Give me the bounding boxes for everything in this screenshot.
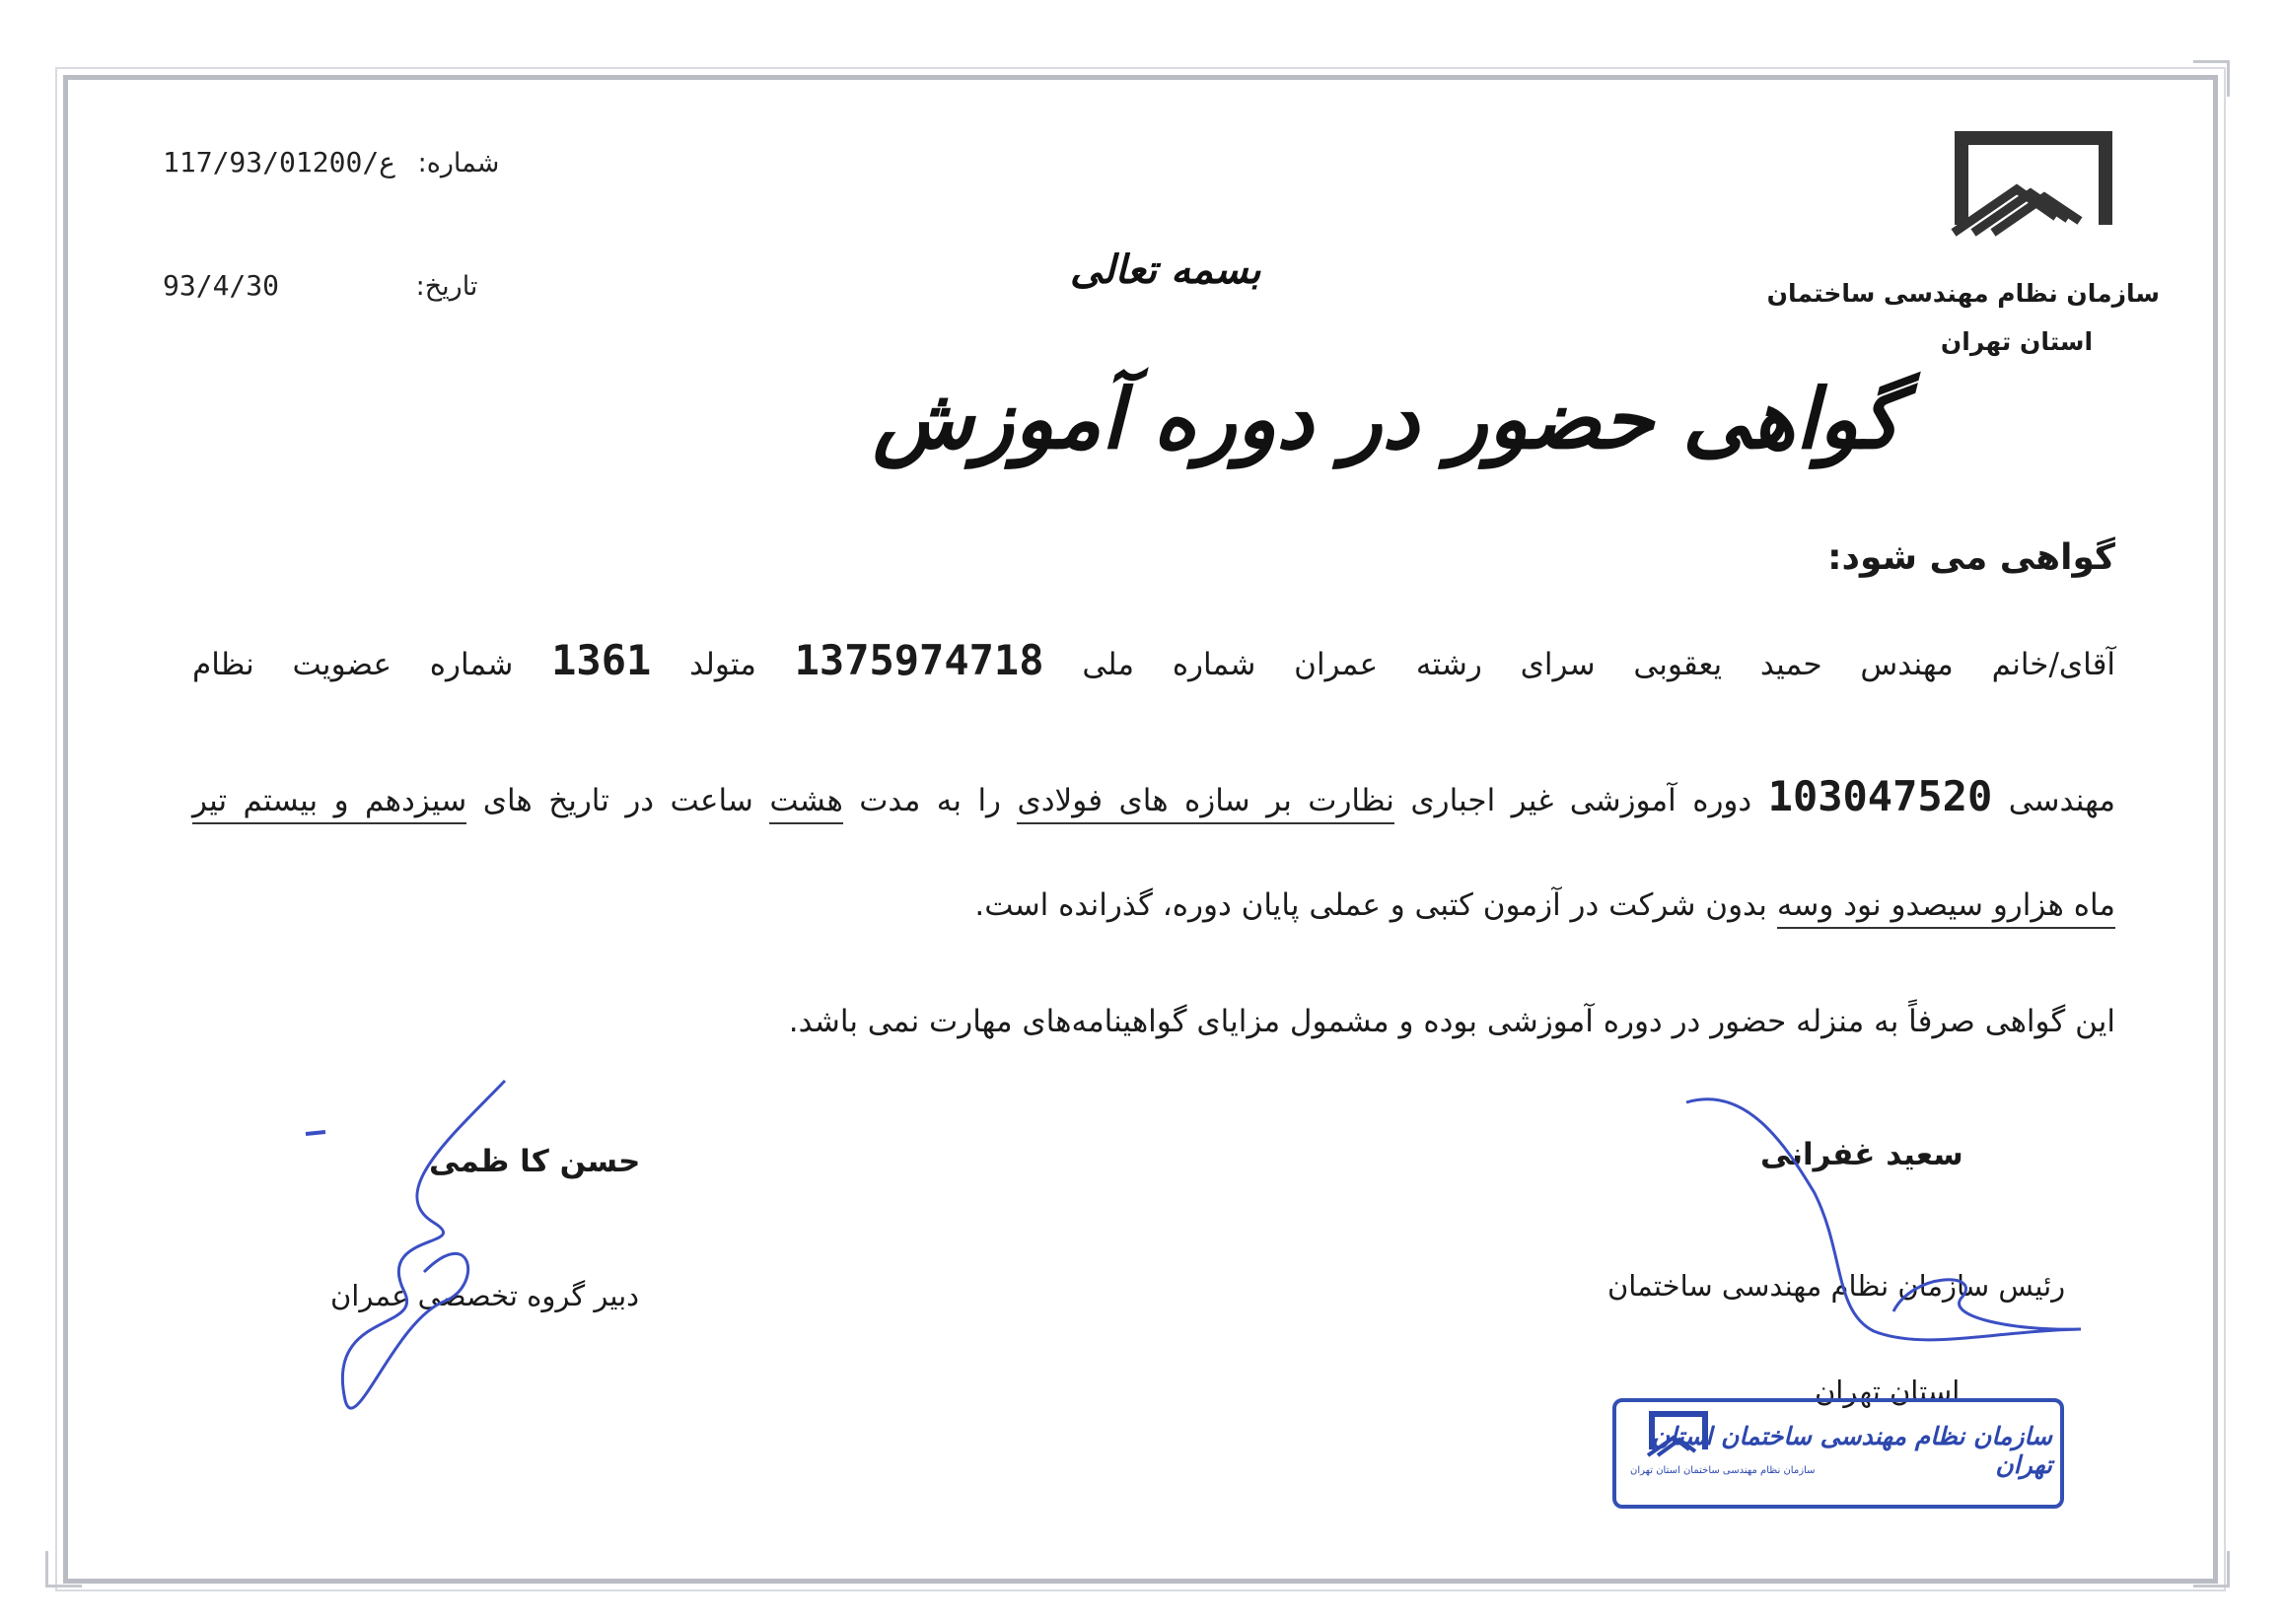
number-line: [163, 146, 499, 178]
paragraph2-part1: مهندسی: [2008, 783, 2116, 818]
stamp-text: سازمان نظام مهندسی ساختمان استان تهران: [1651, 1422, 2052, 1479]
paragraph2-part3: را به مدت: [859, 783, 1002, 818]
paragraph2-part4: ساعت در تاریخ های: [482, 783, 753, 818]
right-signatory-role-line1: رئیس سازمان نظام مهندسی ساختمان: [1607, 1269, 2066, 1303]
frame-corner-top-right: [2193, 60, 2230, 97]
frame-corner-bottom-right: [2193, 1551, 2230, 1588]
right-signatory-role-line2: استان تهران: [1815, 1375, 1961, 1408]
left-signatory-name: حسن کا ظمی: [429, 1144, 641, 1179]
invocation: بسمه تعالی: [1070, 247, 1261, 293]
stamp-small-text: سازمان نظام مهندسی ساختمان استان تهران: [1630, 1465, 1816, 1476]
organization-name: سازمان نظام مهندسی ساختمان: [1766, 279, 2160, 308]
paragraph1-part3: شماره عضویت نظام: [192, 647, 514, 682]
course-month-year: ماه هزارو سیصدو نود وسه: [1777, 887, 2115, 929]
date-label: تاریخ:: [415, 271, 478, 302]
left-signatory-role: دبیر گروه تخصصی عمران: [330, 1279, 640, 1312]
organization-stamp: [1612, 1398, 2064, 1509]
national-id: 1375974718: [794, 636, 1044, 684]
organization-province: استان تهران: [1940, 327, 2094, 356]
paragraph1-part1: آقای/خانم مهندس حمید یعقوبی سرای رشته عمران شماره ملی: [1082, 647, 2116, 682]
number-label: شماره:: [417, 148, 500, 178]
organization-logo: [1948, 130, 2115, 252]
certificate-title: گواهی حضور در دوره آموزش: [873, 370, 1901, 467]
certificate-note: این گواهی صرفاً به منزله حضور در دوره آموزشی بوده و مشمول مزایای گواهینامه‌های مهارت نمی باشد.: [788, 1004, 2115, 1039]
frame-corner-bottom-left: [45, 1551, 82, 1588]
paragraph-line-3: [974, 887, 2115, 923]
right-signatory-name: سعید غفرانی: [1760, 1137, 1963, 1172]
certify-heading: گواهی می شود:: [1827, 537, 2115, 578]
birth-year: 1361: [551, 636, 652, 684]
paragraph-line-1: [192, 636, 2115, 684]
paragraph2-part2: دوره آموزشی غیر اجباری: [1410, 783, 1752, 818]
paragraph3-rest: بدون شرکت در آزمون کتبی و عملی پایان دوره، گذرانده است.: [974, 887, 1767, 923]
number-value: 117/93/ع/01200: [163, 146, 396, 178]
membership-number: 103047520: [1767, 772, 1993, 820]
course-duration: هشت: [769, 783, 842, 824]
paragraph-line-2: [192, 772, 2115, 820]
course-dates: سیزدهم و بیستم تیر: [192, 783, 466, 824]
paragraph1-part2: متولد: [689, 647, 756, 682]
building-logo-icon: [1948, 130, 2115, 248]
date-value: 93/4/30: [163, 269, 280, 302]
course-name: نظارت بر سازه های فولادی: [1017, 783, 1393, 824]
date-line: [163, 269, 477, 302]
